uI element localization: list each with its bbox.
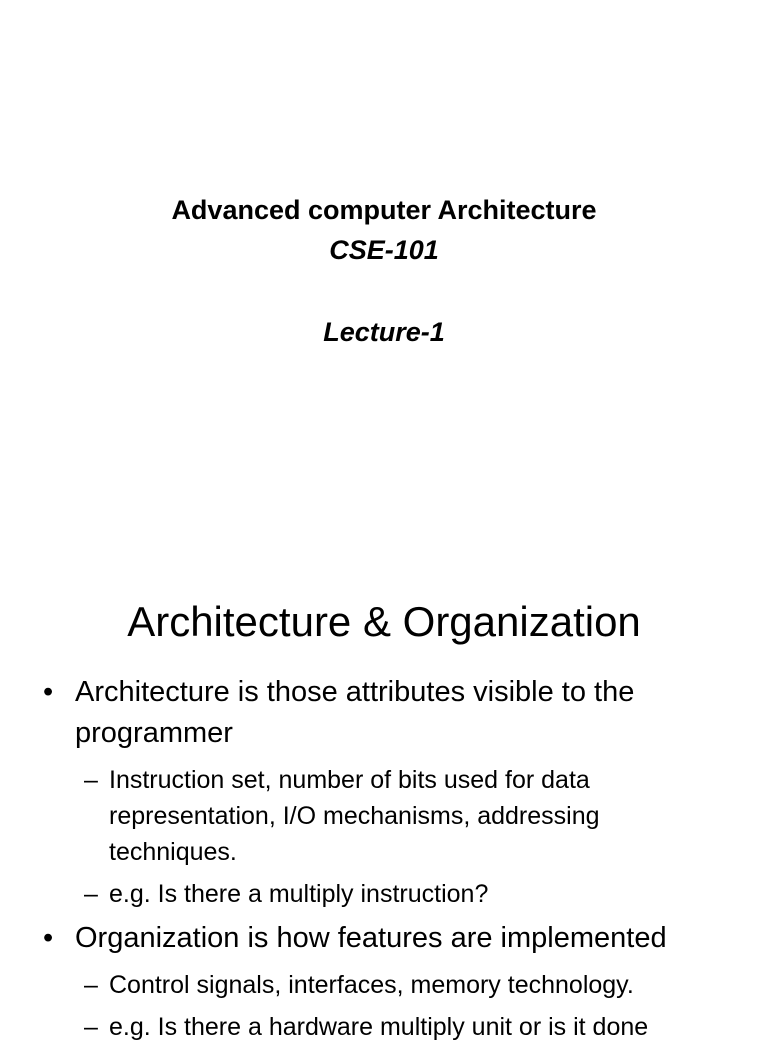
bullet-list (0, 672, 768, 1051)
sub-bullet-marker: – (84, 1013, 98, 1041)
sub-bullet-item (0, 762, 768, 870)
sub-bullet-item (0, 876, 768, 912)
bullet-text: Organization is how features are implemented (75, 922, 667, 954)
sub-bullet-marker: – (84, 880, 98, 908)
title-block (0, 190, 768, 270)
sub-bullet-marker: – (84, 766, 98, 794)
sub-bullet-item (0, 967, 768, 1003)
bullet-text: Architecture is those attributes visible to the programmer (75, 676, 635, 749)
sub-bullet-text: e.g. Is there a hardware multiply unit or is it done (109, 1013, 649, 1041)
bullet-item (0, 672, 768, 754)
content-slide (0, 576, 768, 1041)
slide-heading: Architecture & Organization (127, 598, 641, 645)
course-title: Advanced computer Architecture (171, 195, 597, 225)
bullet-marker: • (43, 922, 54, 954)
lecture-block (0, 312, 768, 352)
sub-bullet-text: Control signals, interfaces, memory technology. (109, 971, 634, 999)
bullet-item (0, 918, 768, 959)
course-code: CSE-101 (329, 235, 439, 265)
sub-bullet-text: e.g. Is there a multiply instruction? (109, 880, 489, 908)
lecture-number: Lecture-1 (323, 317, 445, 347)
bullet-marker: • (43, 676, 54, 708)
sub-bullet-text: Instruction set, number of bits used for data representation, I/O mechanisms, addressing techniques. (109, 766, 600, 866)
sub-bullet-marker: – (84, 971, 98, 999)
sub-bullet-item (0, 1009, 768, 1045)
